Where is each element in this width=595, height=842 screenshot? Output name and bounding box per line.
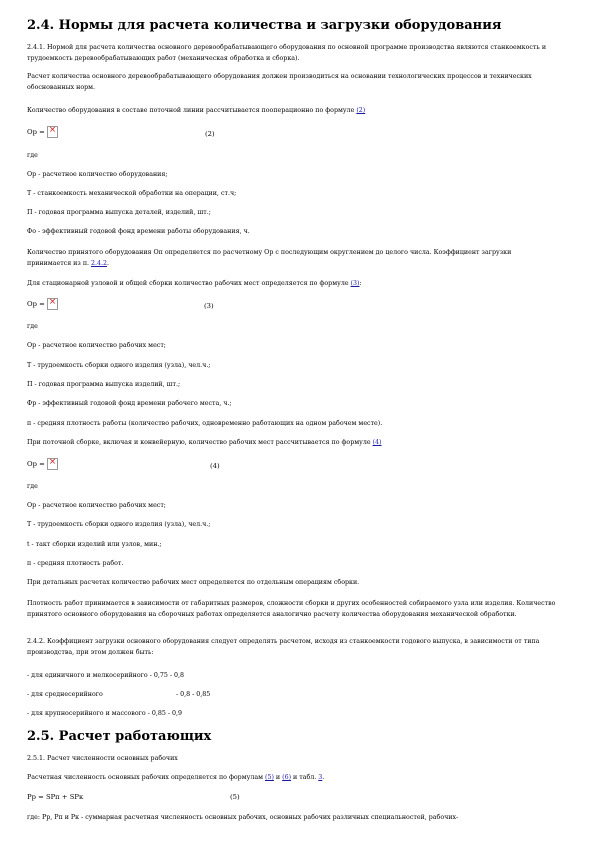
where-label: где — [27, 152, 38, 159]
legend-p: П - годовая программа выпуска деталей, изделий, шт.; — [27, 209, 211, 216]
workers-intro-and: и — [273, 774, 283, 781]
paragraph-detailed-calc: При детальных расчетах количество рабочих мест определяется по отдельным операциям сборки. — [27, 579, 360, 586]
legend-or: Ор - расчетное количество оборудования; — [27, 171, 168, 178]
load-factor-medium-label: - для среднесерийного — [27, 691, 103, 698]
formula-3-intro-end: : — [359, 280, 362, 287]
legend-n: п - средняя плотность работ. — [27, 560, 124, 567]
formula-6-link[interactable]: (6) — [282, 774, 292, 781]
workers-intro-text: Расчетная численность основных рабочих определяется по формулам — [27, 774, 265, 781]
legend-fo: Фо - эффективный годовой фонд времени работы оборудования, ч. — [27, 228, 250, 235]
formula-5: Рр = SРп + SРк — [27, 793, 84, 801]
load-factor-mass: - для крупносерийного и массового - 0,85 - 0,9 — [27, 710, 183, 717]
formula-4-intro-text: При поточной сборке, включая и конвейерную, количество рабочих мест рассчитывается по формуле — [27, 439, 373, 446]
legend-fr: Фр - эффективный годовой фонд времени рабочего места, ч.; — [27, 400, 232, 407]
load-factor-medium — [27, 689, 557, 700]
section-heading-2-4: 2.4. Нормы для расчета количества и загрузки оборудования — [27, 18, 502, 33]
legend-t: Т - трудоемкость сборки одного изделия (узла), чел.ч.; — [27, 521, 211, 528]
paragraph-2-4-2: 2.4.2. Коэффициент загрузки основного оборудования следует определять расчетом, исходя из станкоемкости годового выпуска, в зависимости от типа производства, при этом должен быть: — [27, 638, 540, 656]
workers-intro-end: . — [322, 774, 325, 781]
paragraph-2-4-1: 2.4.1. Нормой для расчета количества основного деревообрабатывающего оборудования по основной программе производства являются станкоемкость и трудоемкость деревообрабатывающих работ (механическая обработка и сборка). — [27, 44, 547, 62]
legend-p: П - годовая программа выпуска изделий, шт.; — [27, 381, 181, 388]
paragraph-load-factor — [27, 247, 557, 269]
formula-5-number: (5) — [230, 793, 240, 801]
formula-2-intro-text: Количество оборудования в составе поточной линии рассчитывается пооперационно по формуле — [27, 107, 357, 114]
load-factor-medium-value: - 0,8 - 0,85 — [176, 691, 211, 698]
legend-takt: t - такт сборки изделий или узлов, мин.; — [27, 541, 162, 548]
formula-3-link[interactable]: (3) — [350, 280, 360, 287]
subheading-2-5-1: 2.5.1. Расчет численности основных рабочих — [27, 755, 178, 762]
section-2-4-2-link[interactable]: 2.4.2 — [91, 260, 108, 267]
formula-4 — [27, 458, 58, 470]
load-factor-single: - для единичного и мелкосерийного - 0,75 - 0,8 — [27, 672, 185, 679]
formula-2 — [27, 126, 58, 138]
where-label: где — [27, 323, 38, 330]
formula-4-link[interactable]: (4) — [372, 439, 382, 446]
legend-t: Т - трудоемкость сборки одного изделия (узла), чел.ч.; — [27, 362, 211, 369]
paragraph-workers-formula-intro — [27, 772, 557, 783]
paragraph-work-density: Плотность работ принимается в зависимости от габаритных размеров, сложности сборки и других особенностей собираемого узла или изделия. Количество принятого основного оборудования на сборочных работах определяется аналогично расчету количества оборудования механической обработки. — [27, 600, 556, 618]
formula-4-number: (4) — [210, 462, 220, 470]
formula-4-lhs: Ор = — [27, 460, 45, 468]
paragraph-formula-4-intro — [27, 437, 557, 448]
broken-image-icon — [47, 458, 58, 470]
formula-2-lhs: Ор = — [27, 128, 45, 136]
load-factor-text: Количество принятого оборудования Оп определяется по расчетному Ор с последующим округлением до целого числа. Коэффициент загрузки принимается из п. — [27, 249, 512, 267]
where-label: где — [27, 483, 38, 490]
broken-image-icon — [47, 126, 58, 138]
broken-image-icon — [47, 298, 58, 310]
formula-3 — [27, 298, 58, 310]
formula-5-link[interactable]: (5) — [264, 774, 274, 781]
paragraph-formula-3-intro — [27, 278, 557, 289]
formula-3-lhs: Ор = — [27, 300, 45, 308]
formula-3-intro-text: Для стационарной узловой и общей сборки количество рабочих мест определяется по формуле — [27, 280, 351, 287]
load-factor-end: . — [107, 260, 110, 267]
formula-3-number: (3) — [204, 302, 214, 310]
legend-or: Ор - расчетное количество рабочих мест; — [27, 502, 166, 509]
legend-n: п - средняя плотность работы (количество рабочих, одновременно работающих на одном рабочем месте). — [27, 420, 383, 427]
paragraph-formula-2-intro — [27, 105, 557, 116]
section-heading-2-5: 2.5. Расчет работающих — [27, 729, 212, 744]
paragraph-calc-basis: Расчет количества основного деревообрабатывающего оборудования должен производиться на основании технологических процессов и технических обоснованных норм. — [27, 73, 532, 91]
formula-2-link[interactable]: (2) — [356, 107, 366, 114]
paragraph-workers-legend: где: Рр, Рп и Рк - суммарная расчетная численность основных рабочих, основных рабочих различных специальностей, рабочих- — [27, 814, 459, 821]
legend-t: Т - станкоемкость механической обработки на операции, ст.ч; — [27, 190, 237, 197]
table-3-link[interactable]: 3 — [318, 774, 323, 781]
formula-2-number: (2) — [205, 130, 215, 138]
legend-or: Ор - расчетное количество рабочих мест; — [27, 342, 166, 349]
workers-intro-table: и табл. — [291, 774, 319, 781]
